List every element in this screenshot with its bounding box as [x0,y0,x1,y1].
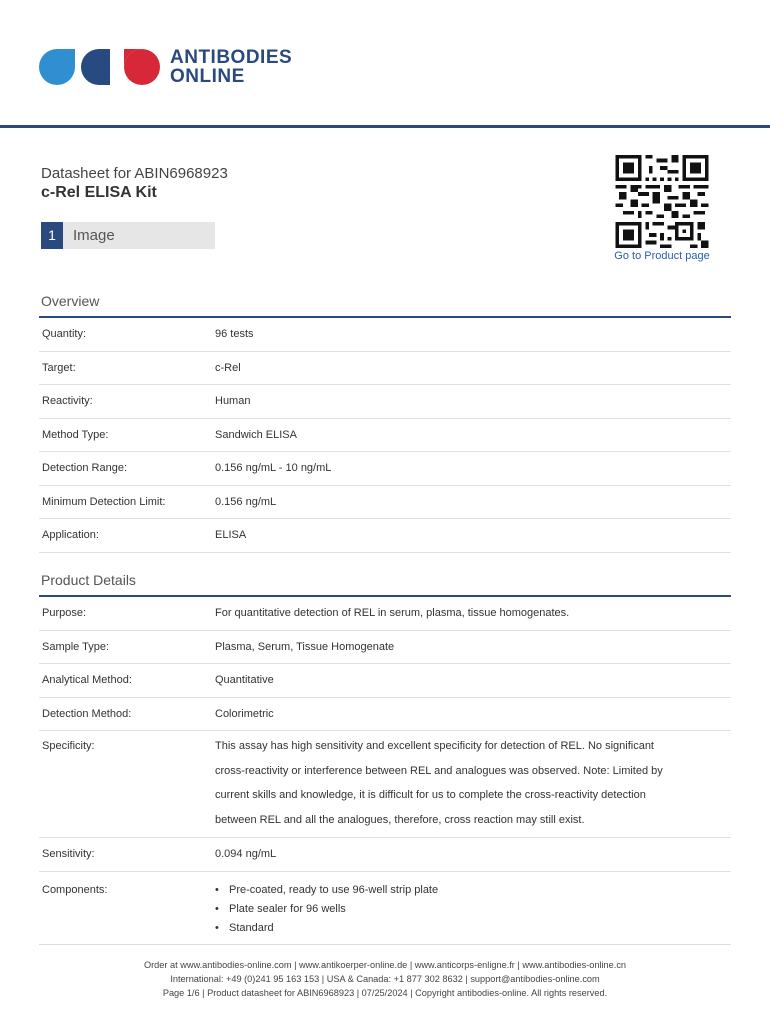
row-key: Sample Type: [39,630,215,664]
image-section-label: Image [73,227,115,244]
components-key: Components: [42,883,108,896]
row-key [39,731,215,838]
specificity-line: cross-reactivity or interference between REL and analogues was observed. Note: Limited by [215,764,663,777]
logo-line-1: ANTIBODIES [170,47,293,68]
table-row [39,597,731,630]
row-value: Quantitative [215,664,731,698]
row-value [215,871,731,948]
row-key: Application: [39,519,215,553]
list-item: • Pre-coated, ready to use 96-well strip plate [215,881,731,900]
specificity-line: current skills and knowledge, it is difficult for us to complete the cross-reactivity detection [215,789,646,801]
footer-line-page-info: Page 1/6 | Product datasheet for ABIN6968923 | 07/25/2024 | Copyright antibodies-online. All rights reserved. [162,988,608,998]
row-value: 0.156 ng/mL - 10 ng/mL [215,452,731,486]
row-key: Detection Method: [39,697,215,731]
logo-line-2: ONLINE [170,66,245,87]
row-key: Analytical Method: [39,664,215,698]
header-divider [0,125,770,128]
footer-line-contact: International: +49 (0)241 95 163 153 | USA & Canada: +1 877 302 8632 | support@antibodies-online.com [170,974,600,984]
row-key: Reactivity: [39,385,215,419]
image-section-link[interactable] [41,222,215,249]
row-value: Colorimetric [215,697,731,731]
table-row [39,418,731,452]
list-item: • Plate sealer for 96 wells [215,900,731,919]
table-row [39,630,731,664]
datasheet-for-label: Datasheet for ABIN6968923 [41,165,228,182]
qr-code-icon[interactable] [612,155,712,248]
row-key: Purpose: [39,597,215,630]
row-value: 0.094 ng/mL [215,838,731,872]
row-value: ELISA [215,519,731,553]
logo-wordmark [170,48,292,86]
row-value [215,731,731,838]
specificity-line: between REL and all the analogues, therefore, cross reaction may still exist. [215,813,585,826]
product-details-heading: Product Details [41,572,136,588]
specificity-key: Specificity: [42,740,95,752]
row-key: Sensitivity: [39,838,215,872]
page-footer [0,958,770,1000]
row-key: Method Type: [39,418,215,452]
table-row-specificity [39,731,731,838]
row-value: c-Rel [215,351,731,385]
image-section-number: 1 [41,222,63,249]
footer-divider [39,944,731,945]
specificity-line: This assay has high sensitivity and excellent specificity for detection of REL. No significant [215,740,654,752]
row-value: 96 tests [215,318,731,351]
logo-mark-icon [38,48,162,86]
table-row [39,697,731,731]
row-key: Minimum Detection Limit: [39,485,215,519]
table-row [39,318,731,351]
row-key: Target: [39,351,215,385]
product-details-table [39,597,731,948]
page-header [0,0,770,128]
antibodies-online-logo[interactable] [38,48,318,88]
overview-table [39,318,731,553]
overview-heading: Overview [41,293,100,309]
table-row [39,664,731,698]
table-row [39,385,731,419]
row-value: For quantitative detection of REL in serum, plasma, tissue homogenates. [215,597,731,630]
row-value: 0.156 ng/mL [215,485,731,519]
table-row-components [39,871,731,948]
row-key: Quantity: [39,318,215,351]
product-title: c-Rel ELISA Kit [41,184,157,201]
product-page-link[interactable]: Go to Product page [614,250,710,262]
row-value: Plasma, Serum, Tissue Homogenate [215,630,731,664]
table-row-sensitivity [39,838,731,872]
specificity-text [215,731,731,837]
row-key [39,871,215,948]
components-list [215,872,731,948]
row-value: Human [215,385,731,419]
row-value: Sandwich ELISA [215,418,731,452]
table-row [39,519,731,553]
footer-line-websites: Order at www.antibodies-online.com | www.antikoerper-online.de | www.anticorps-enligne.fr | www.antibodies-online.cn [143,960,627,970]
table-row [39,351,731,385]
table-row [39,452,731,486]
table-row [39,485,731,519]
list-item: • Standard [215,919,731,938]
row-key: Detection Range: [39,452,215,486]
